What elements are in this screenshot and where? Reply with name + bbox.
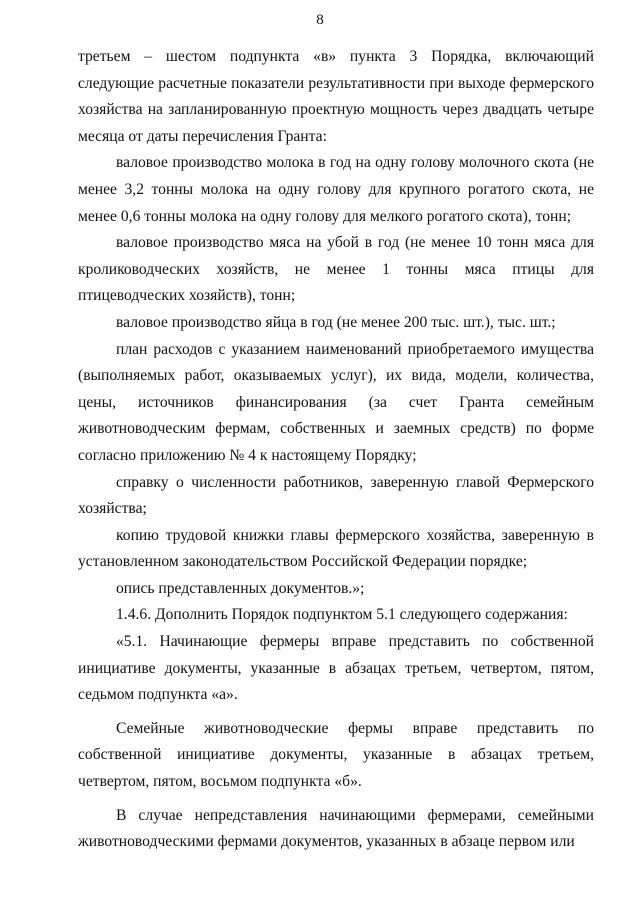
paragraph-subsection-5-1: «5.1. Начинающие фермеры вправе представить по собственной инициативе документы, указанные в абзацах третьем, четвертом, пятом, седьмом подпункта «а». [78,633,594,704]
document-body [78,44,594,856]
paragraph-employment-record: копию трудовой книжки главы фермерского хозяйства, заверенную в установленном законодательством Российской Федерации порядке; [78,526,594,571]
paragraph-expense-plan: план расходов с указанием наименований приобретаемого имущества (выполняемых работ, оказываемых услуг), их вида, модели, количества, цены, источников финансирования (за счет Гранта семейным животноводческим фермам, собственных и заемных средств) по форме согласно приложению № 4 к настоящему Порядку; [78,340,594,464]
paragraph-family-farms: Семейные животноводческие фермы вправе представить по собственной инициативе документы, указанные в абзацах третьем, четвертом, пятом, восьмом подпункта «б». [78,719,594,791]
paragraph-meat-production: валовое производство мяса на убой в год (не менее 10 тонн мяса для кролиководческих хозяйств, не менее 1 тонны мяса птицы для птицеводческих хозяйств), тонн; [78,234,594,305]
page-number: 8 [316,12,324,28]
paragraph-amendment-1-4-6: 1.4.6. Дополнить Порядок подпунктом 5.1 следующего содержания: [116,606,568,624]
paragraph-document-inventory: опись представленных документов.»; [116,579,365,597]
paragraph-milk-production: валовое производство молока в год на одну голову молочного скота (не менее 3,2 тонны молока на одну голову для крупного рогатого скота, не менее 0,6 тонны молока на одну голову для мелкого рогатого скота), тонн; [78,154,594,225]
paragraph-egg-production: валовое производство яйца в год (не менее 200 тыс. шт.), тыс. шт.; [116,313,556,331]
paragraph-non-submission: В случае непредставления начинающими фермерами, семейными животноводческими фермами документов, указанных в абзаце первом или [78,806,594,851]
paragraph-continuation: третьем – шестом подпункта «в» пункта 3 Порядка, включающий следующие расчетные показатели результативности при выходе фермерского хозяйства на запланированную проектную мощность через двадцать четыре месяца от даты перечисления Гранта: [78,48,594,145]
paragraph-employee-certificate: справку о численности работников, заверенную главой Фермерского хозяйства; [78,473,594,518]
